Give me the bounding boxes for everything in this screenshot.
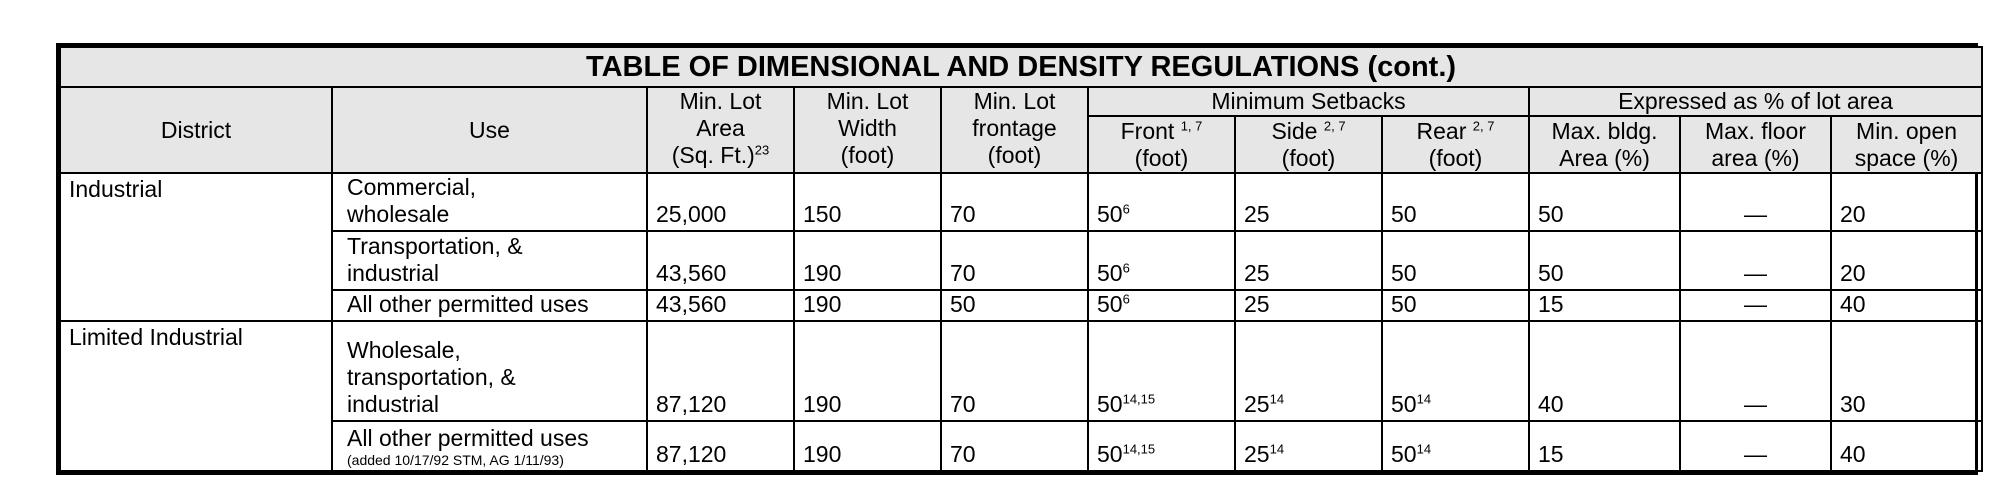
header-min-lot-area-line1: Min. Lot [679,88,762,114]
lot-width-cell: 190 [794,290,941,321]
side-setback-cell [1235,231,1382,289]
table-row [60,321,1982,421]
front-setback-cell [1088,421,1235,471]
table-row [60,421,1982,471]
header-front-unit: (foot) [1134,144,1189,171]
header-side-label: Side [1271,117,1318,144]
header-min-lot-width-line2: Width [838,115,897,141]
front-setback-cell [1088,321,1235,421]
header-min-lot-area [647,87,794,173]
side-setback-cell-value: 25 [1244,391,1270,418]
side-setback-cell-footnote: 14 [1269,441,1285,457]
header-min-lot-area-footnote: 23 [754,142,770,158]
side-setback-cell-footnote: 14 [1269,391,1285,407]
lot-area-cell: 87,120 [647,321,794,421]
district-cell: Limited Industrial [60,321,332,472]
use-line: wholesale [347,201,450,228]
use-cell [332,290,647,321]
side-setback-cell-value: 25 [1244,259,1270,286]
use-line: Wholesale, [347,337,461,364]
max-floor-cell: — [1680,173,1831,231]
rear-setback-cell-value: 50 [1391,391,1417,418]
front-setback-cell-value: 50 [1097,201,1123,228]
max-bldg-cell: 15 [1529,421,1680,471]
front-setback-cell [1088,173,1235,231]
table-row [60,290,1982,321]
header-front [1088,116,1235,173]
front-setback-cell-footnote: 14,15 [1122,441,1156,457]
use-line: industrial [347,259,440,286]
table-row [60,231,1982,289]
lot-width-cell: 190 [794,321,941,421]
lot-width-cell: 190 [794,231,941,289]
use-amendment-note: (added 10/17/92 STM, AG 1/11/93) [347,452,564,469]
max-bldg-cell: 50 [1529,173,1680,231]
header-rear-footnote: 2, 7 [1472,117,1495,133]
header-max-bldg-line1: Max. bldg. [1551,117,1658,144]
max-floor-cell: — [1680,321,1831,421]
use-cell [332,173,647,231]
header-side [1235,116,1382,173]
side-setback-cell-value: 25 [1244,290,1270,317]
front-setback-cell-value: 50 [1097,290,1123,317]
rear-setback-cell [1382,321,1529,421]
use-cell [332,321,647,421]
use-line: industrial [347,391,440,418]
lot-frontage-cell: 70 [941,231,1088,289]
rear-setback-cell-value: 50 [1391,441,1417,468]
header-min-lot-width [794,87,941,173]
front-setback-cell-footnote: 6 [1122,201,1130,217]
header-min-lot-frontage-line2: frontage [972,115,1057,141]
header-min-lot-area-line2: Area [696,115,745,141]
header-min-lot-frontage-line1: Min. Lot [973,88,1056,114]
header-front-label: Front [1120,117,1175,144]
front-setback-cell-footnote: 6 [1122,259,1130,275]
lot-frontage-cell: 70 [941,421,1088,471]
lot-frontage-cell: 70 [941,321,1088,421]
use-line: All other permitted uses [347,425,589,452]
header-rear-label: Rear [1416,117,1467,144]
header-max-floor-line1: Max. floor [1705,117,1806,144]
header-min-open [1831,116,1982,173]
use-line: Commercial, [347,174,477,201]
rear-setback-cell-value: 50 [1391,259,1417,286]
header-min-open-line1: Min. open [1856,117,1958,144]
front-setback-cell-footnote: 6 [1122,291,1130,307]
rear-setback-cell-footnote: 14 [1416,391,1432,407]
use-line: Transportation, & [347,232,523,259]
use-cell [332,231,647,289]
front-setback-cell-value: 50 [1097,391,1123,418]
min-open-cell: 40 [1831,290,1982,321]
header-rear [1382,116,1529,173]
rear-setback-cell [1382,290,1529,321]
district-cell: Industrial [60,173,332,321]
rear-setback-cell-value: 50 [1391,201,1417,228]
max-bldg-cell: 15 [1529,290,1680,321]
header-min-lot-frontage-line3: (foot) [987,142,1042,168]
max-bldg-cell: 50 [1529,231,1680,289]
header-district: District [60,87,332,173]
regulations-table [59,46,1983,472]
max-floor-cell: — [1680,290,1831,321]
header-side-footnote: 2, 7 [1323,117,1346,133]
lot-frontage-cell: 50 [941,290,1088,321]
rear-setback-cell-value: 50 [1391,290,1417,317]
side-setback-cell [1235,290,1382,321]
min-open-cell: 30 [1831,321,1982,421]
regulations-table-frame [56,43,1978,475]
side-setback-cell [1235,421,1382,471]
side-setback-cell [1235,173,1382,231]
front-setback-cell-value: 50 [1097,441,1123,468]
front-setback-cell-value: 50 [1097,259,1123,286]
lot-width-cell: 150 [794,173,941,231]
header-use: Use [332,87,647,173]
header-side-unit: (foot) [1281,144,1336,171]
lot-area-cell: 25,000 [647,173,794,231]
table-row [60,173,1982,231]
lot-area-cell: 43,560 [647,290,794,321]
header-min-open-line2: space (%) [1854,144,1959,171]
rear-setback-cell [1382,231,1529,289]
table-body [60,173,1982,471]
table-title: TABLE OF DIMENSIONAL AND DENSITY REGULATIONS (cont.) [60,47,1982,87]
header-rear-unit: (foot) [1428,144,1483,171]
header-minimum-setbacks: Minimum Setbacks [1088,87,1529,116]
header-min-lot-width-line3: (foot) [840,142,895,168]
header-max-floor-line2: area (%) [1711,144,1800,171]
rear-setback-cell-footnote: 14 [1416,441,1432,457]
lot-area-cell: 87,120 [647,421,794,471]
header-min-lot-area-line3: (Sq. Ft.) [671,142,755,168]
rear-setback-cell [1382,173,1529,231]
header-min-lot-width-line1: Min. Lot [826,88,909,114]
use-line: transportation, & [347,364,516,391]
side-setback-cell-value: 25 [1244,201,1270,228]
header-min-lot-frontage [941,87,1088,173]
front-setback-cell-footnote: 14,15 [1122,391,1156,407]
header-max-bldg [1529,116,1680,173]
front-setback-cell [1088,290,1235,321]
max-floor-cell: — [1680,231,1831,289]
rear-setback-cell [1382,421,1529,471]
lot-frontage-cell: 70 [941,173,1088,231]
use-cell [332,421,647,471]
header-expressed-percent: Expressed as % of lot area [1529,87,1982,116]
header-max-bldg-line2: Area (%) [1559,144,1650,171]
side-setback-cell [1235,321,1382,421]
use-line: All other permitted uses [347,290,589,317]
lot-width-cell: 190 [794,421,941,471]
min-open-cell: 20 [1831,231,1982,289]
max-floor-cell: — [1680,421,1831,471]
side-setback-cell-value: 25 [1244,441,1270,468]
min-open-cell: 40 [1831,421,1982,471]
lot-area-cell: 43,560 [647,231,794,289]
max-bldg-cell: 40 [1529,321,1680,421]
front-setback-cell [1088,231,1235,289]
header-max-floor [1680,116,1831,173]
header-front-footnote: 1, 7 [1180,117,1203,133]
min-open-cell: 20 [1831,173,1982,231]
